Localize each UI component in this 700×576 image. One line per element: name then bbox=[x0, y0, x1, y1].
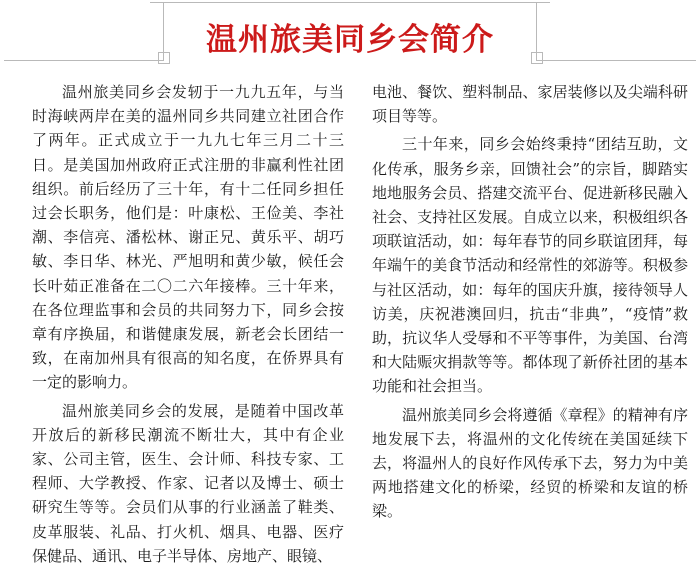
frame-corner-ornament-right bbox=[531, 52, 543, 64]
paragraph-intro: 温州旅美同乡会发轫于一九九五年，与当时海峡两岸在美的温州同乡共同建立社团合作了两年。正式成立于一九九七年三月二十三日。是美国加州政府正式注册的非赢利性社团组织。前后经历了三十年，有十二任同乡担任过会长职务，他们是：叶康松、王俭美、李社潮、李信亮、潘松林、谢正兄、黄乐平、胡巧敏、李日华、林光、严旭明和黄少敏，候任会长叶茹正准备在二〇二六年接棒。三十年来，在各位理监事和会员的共同努力下，同乡会按章有序换届，和谐健康发展，新老会长团结一致，在南加州具有很高的知名度，在侨界具有一定的影响力。 bbox=[32, 83, 344, 392]
left-column bbox=[32, 80, 344, 572]
paragraph-future: 温州旅美同乡会将遵循《章程》的精神有序地发展下去，将温州的文化传统在美国延续下去，将温州人的良好作风传承下去，努力为中美两地搭建文化的桥梁，经贸的桥梁和友谊的桥梁。 bbox=[372, 405, 688, 521]
paragraph-development: 温州旅美同乡会的发展，是随着中国改革开放后的新移民潮流不断壮大，其中有企业家、公司主管，医生、会计师、科技专家、工程师、大学教授、作家、记者以及博士、硕士研究生等等。会员们从事的行业涵盖了鞋类、皮革服装、礼品、打火机、烟具、电器、医疗保健品、通讯、电子半导体、房地产、眼镜、 bbox=[32, 401, 344, 565]
paragraph-development-continued: 电池、餐饮、塑料制品、家居装修以及尖端科研项目等等。 bbox=[372, 83, 688, 126]
frame-top-line bbox=[150, 2, 550, 3]
frame-left-bottom-line bbox=[4, 60, 164, 61]
paragraph-activities: 三十年来，同乡会始终秉持“团结互助，文化传承，服务乡亲，回馈社会”的宗旨，脚踏实地地服务会员、搭建交流平台、促进新移民融入社会、支持社区发展。自成立以来，积极组织各项联谊活动，如：每年春节的同乡联谊团拜，每年端午的美食节活动和经常性的郊游等。积极参与社区活动，如：每年的国庆升旗，接待领导人访美，庆祝港澳回归，抗击“非典”，“疫情”救助，抗议华人受辱和不平等事件，为美国、台湾和大陆赈灾捐款等等。都体现了新侨社团的基本功能和社会担当。 bbox=[372, 135, 688, 396]
right-column bbox=[372, 80, 688, 528]
page-title: 温州旅美同乡会简介 bbox=[206, 21, 494, 58]
frame-right-bottom-line bbox=[536, 60, 696, 61]
frame-corner-ornament-left bbox=[158, 52, 170, 64]
title-box bbox=[187, 8, 513, 64]
